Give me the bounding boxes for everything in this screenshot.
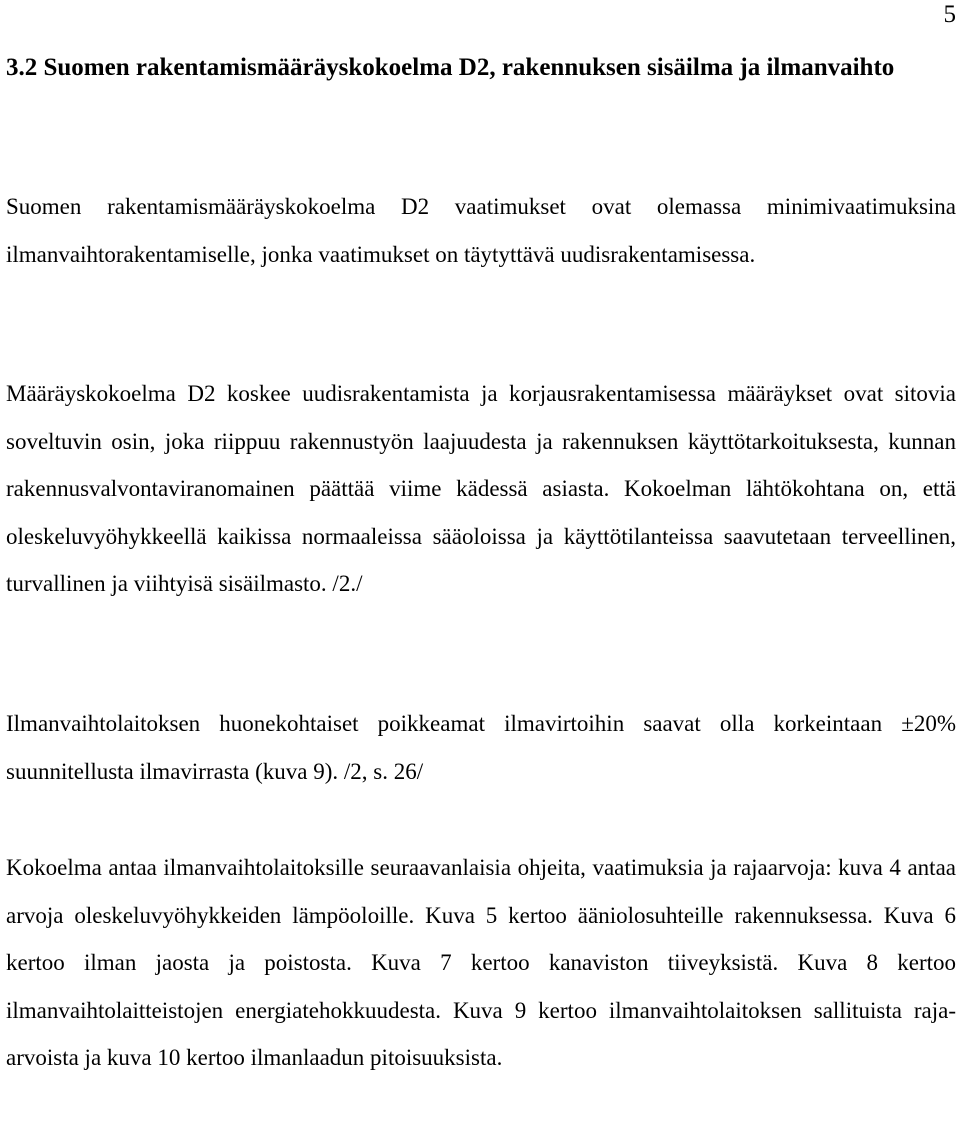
paragraph-intro: Suomen rakentamismääräyskokoelma D2 vaatimukset ovat olemassa minimivaatimuksina ilmanvaihtorakentamiselle, jonka vaatimukset on täytyttävä uudisrakentamisessa.: [6, 194, 956, 267]
page-number: 5: [943, 1, 956, 28]
paragraph-scope: Määräyskokoelma D2 koskee uudisrakentamista ja korjausrakentamisessa määräykset ovat sitovia soveltuvin osin, joka riippuu rakennustyön laajuudesta ja rakennuksen käyttötarkoituksesta, kunnan rakennusvalvontaviranomainen päättää viime kädessä asiasta. Kokoelman lähtökohtana on, että oleskeluvyöhykkeellä kaikissa normaaleissa sääoloissa ja käyttötilanteissa saavutetaan terveellinen, turvallinen ja viihtyisä sisäilmasto. /2./: [6, 381, 956, 596]
paragraph-deviation: Ilmanvaihtolaitoksen huonekohtaiset poikkeamat ilmavirtoihin saavat olla korkeintaan ±20% suunnitellusta ilmavirrasta (kuva 9). /2, s. 26/: [6, 711, 956, 784]
section-heading: 3.2 Suomen rakentamismääräyskokoelma D2, rakennuksen sisäilma ja ilmanvaihto: [6, 54, 895, 81]
paragraph-guidelines: Kokoelma antaa ilmanvaihtolaitoksille seuraavanlaisia ohjeita, vaatimuksia ja rajaarvoja: kuva 4 antaa arvoja oleskeluvyöhykkeiden lämpöoloille. Kuva 5 kertoo ääniolosuhteille rakennuksessa. Kuva 6 kertoo ilman jaosta ja poistosta. Kuva 7 kertoo kanaviston tiiveyksistä. Kuva 8 kertoo ilmanvaihtolaitteistojen energiatehokkuudesta. Kuva 9 kertoo ilmanvaihtolaitoksen sallituista raja-arvoista ja kuva 10 kertoo ilmanlaadun pitoisuuksista.: [6, 855, 956, 1070]
